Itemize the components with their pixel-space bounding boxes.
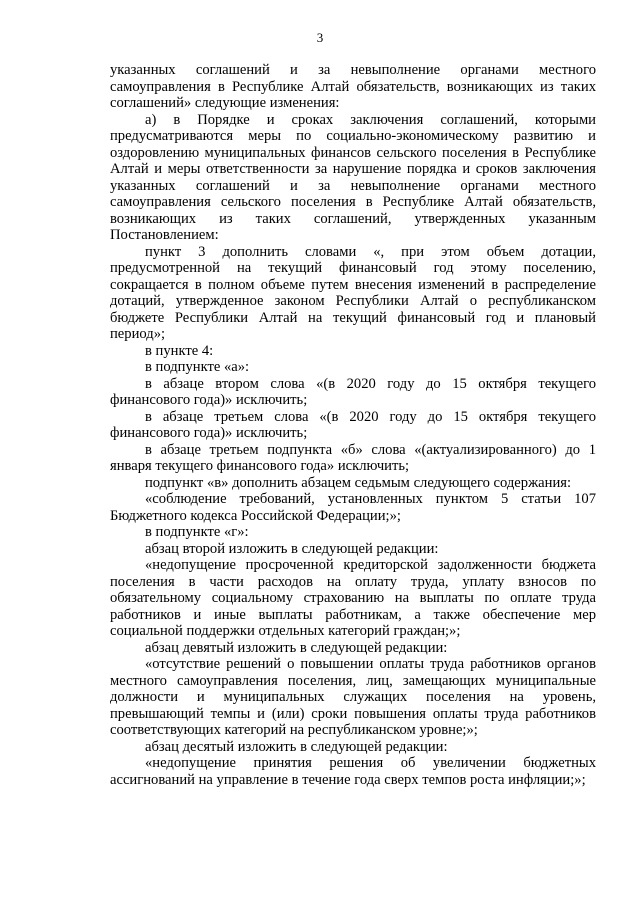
paragraph: в подпункте «а»: — [145, 359, 250, 375]
paragraph: указанных соглашений и за невыполнение органами местного самоуправления в Республике Алтай обязательств, возникающих из таких соглашений» следующие изменения: — [110, 62, 596, 111]
paragraph: «отсутствие решений о повышении оплаты труда работников органов местного самоуправления поселения, лиц, замещающих муниципальные должности и муниципальных служащих поселения на уровень, превышающий темпы и (или) сроки повышения оплаты труда работников соответствующих категорий на республиканском уровне;»; — [110, 656, 596, 738]
paragraph: «соблюдение требований, установленных пунктом 5 статьи 107 Бюджетного кодекса Российской Федерации;»; — [110, 491, 596, 524]
paragraph: в подпункте «г»: — [145, 524, 249, 540]
paragraph: абзац девятый изложить в следующей редакции: — [145, 639, 448, 656]
paragraph: в пункте 4: — [145, 342, 214, 359]
paragraph: подпункт «в» дополнить абзацем седьмым следующего содержания: — [145, 474, 572, 491]
paragraph: а) в Порядке и сроках заключения соглашений, которыми предусматриваются меры по социально-экономическому развитию и оздоровлению муниципальных финансов сельского поселения в Республике Алтай и меры ответственности за нарушение порядка и сроков заключения указанных соглашений и за невыполнение органами местного самоуправления сельского поселения в Республике Алтай обязательств, возникающих из таких соглашений, утвержденных указанным Постановлением: — [110, 111, 596, 243]
paragraph: «недопущение просроченной кредиторской задолженности бюджета поселения в части расходов на оплату труда, уплату взносов по обязательному социальному страхованию на выплаты по оплате труда работников и иные выплаты работникам, а также обеспечение мер социальной поддержки отдельных категорий граждан;»; — [110, 557, 596, 639]
paragraph: в абзаце втором слова «(в 2020 году до 15 октября текущего финансового года)» исключить; — [110, 375, 596, 408]
paragraph: «недопущение принятия решения об увеличении бюджетных ассигнований на управление в течение года сверх темпов роста инфляции;»; — [110, 755, 596, 788]
page-number: 3 — [316, 30, 324, 45]
document-body — [110, 62, 596, 788]
paragraph: абзац второй изложить в следующей редакции: — [145, 540, 439, 557]
paragraph: в абзаце третьем подпункта «б» слова «(актуализированного) до 1 января текущего финансового года» исключить; — [110, 441, 596, 474]
paragraph: абзац десятый изложить в следующей редакции: — [145, 738, 448, 755]
paragraph: пункт 3 дополнить словами «, при этом объем дотации, предусмотренной на текущий финансовый год этому поселению, сокращается в полном объеме путем внесения изменений в распределение дотаций, утвержденное законом Республики Алтай о республиканском бюджете Республики Алтай на текущий финансовый год и плановый период»; — [110, 243, 596, 342]
paragraph: в абзаце третьем слова «(в 2020 году до 15 октября текущего финансового года)» исключить; — [110, 408, 596, 441]
